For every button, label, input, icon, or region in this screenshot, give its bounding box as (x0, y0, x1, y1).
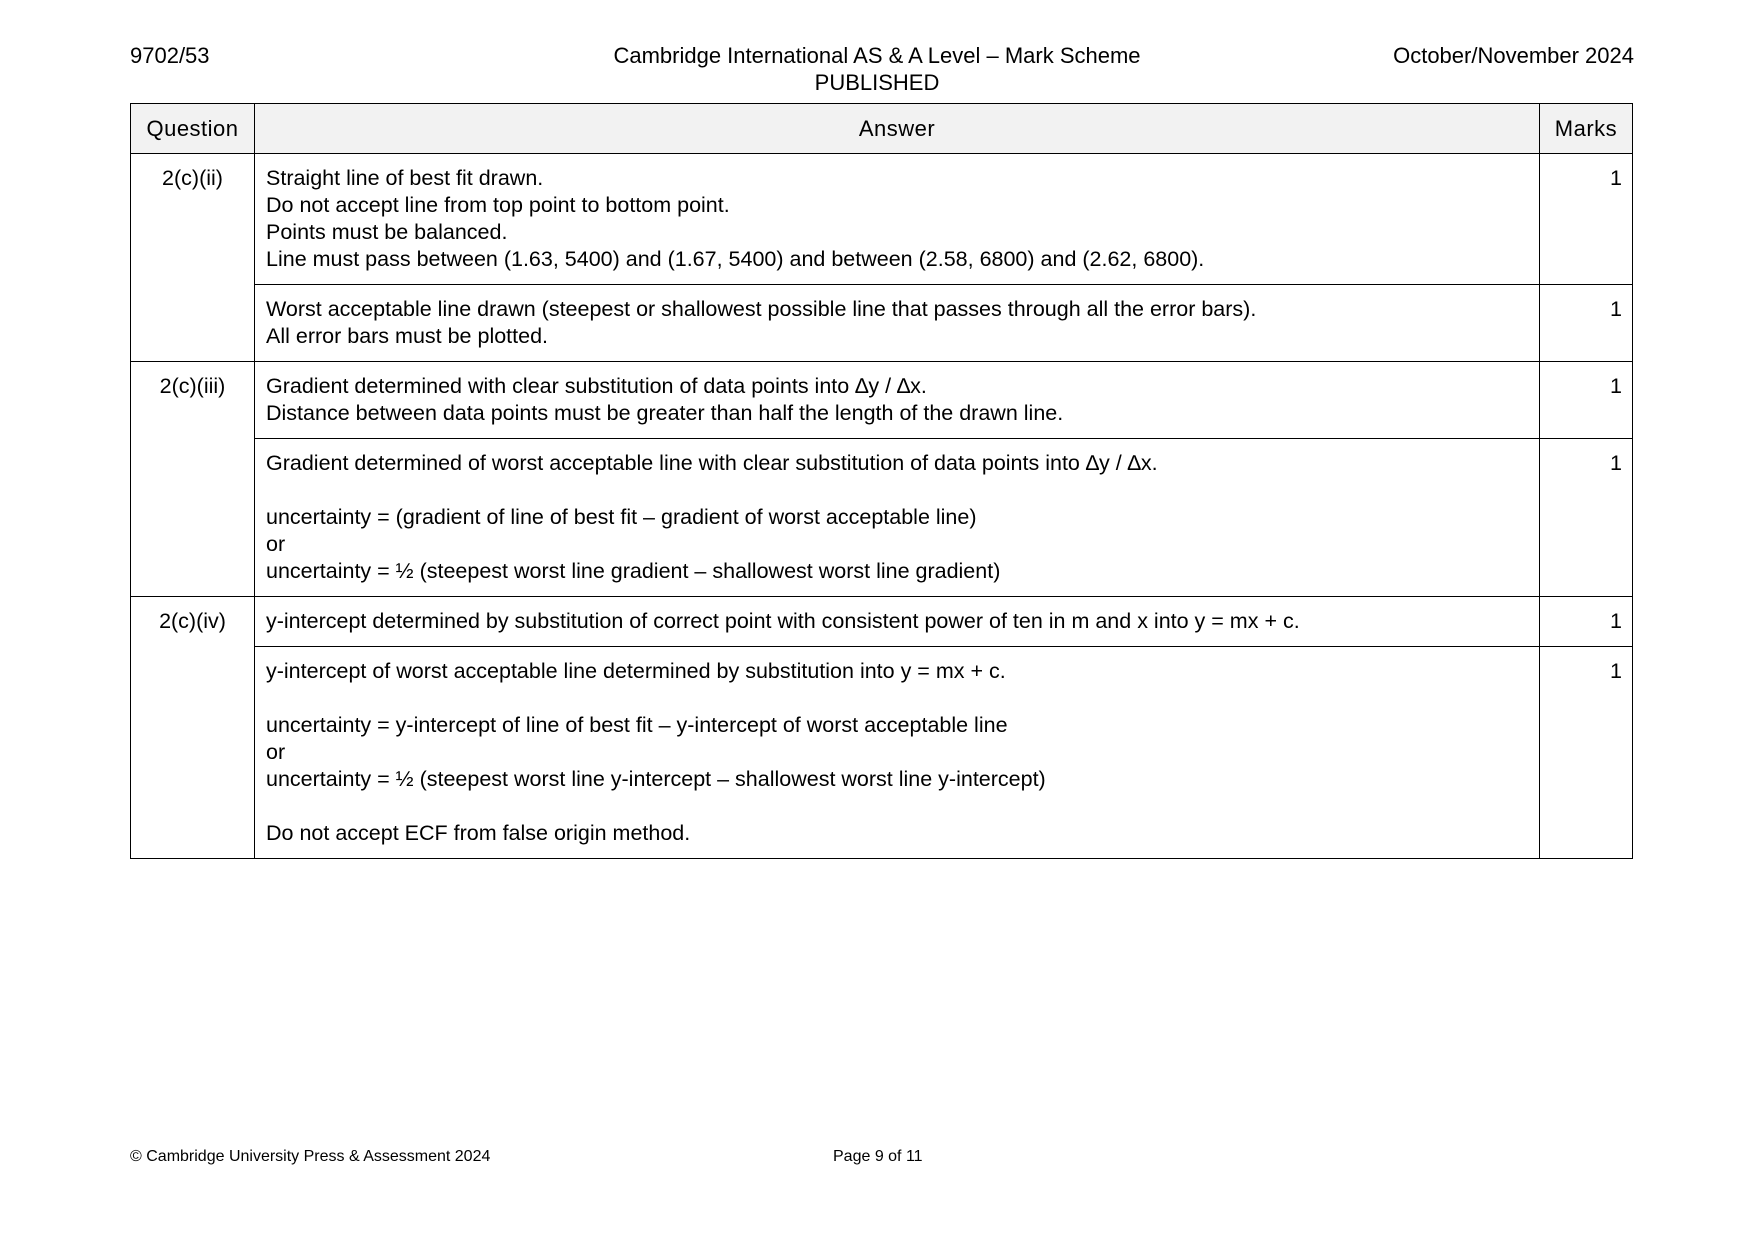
answer-line: uncertainty = (gradient of line of best fit – gradient of worst acceptable line) (266, 505, 977, 529)
answer-line: y-intercept determined by substitution of correct point with consistent power of ten in m and x into y = mx + c. (266, 609, 1300, 633)
answer-spacer (266, 793, 1527, 820)
answer-line: Gradient determined with clear substitution of data points into ∆y / ∆x. (266, 374, 927, 398)
mark-scheme-table (130, 103, 1633, 859)
question-number: 2(c)(iv) (131, 597, 255, 859)
paper-code: 9702/53 (130, 43, 210, 68)
table-row (131, 439, 1633, 597)
answer-cell (255, 154, 1540, 285)
copyright-notice: © Cambridge University Press & Assessment 2024 (130, 1148, 491, 1165)
table-row (131, 154, 1633, 285)
answer-cell (255, 362, 1540, 439)
answer-line: or (266, 740, 286, 764)
marks-value: 1 (1540, 362, 1633, 439)
answer-line: Do not accept ECF from false origin method. (266, 821, 691, 845)
answer-line: uncertainty = ½ (steepest worst line gradient – shallowest worst line gradient) (266, 559, 1001, 583)
answer-line: All error bars must be plotted. (266, 324, 549, 348)
answer-line: Do not accept line from top point to bottom point. (266, 193, 730, 217)
answer-line: Worst acceptable line drawn (steepest or shallowest possible line that passes through all the error bars). (266, 297, 1257, 321)
scheme-title: Cambridge International AS & A Level – Mark Scheme (613, 43, 1141, 68)
answer-line: Points must be balanced. (266, 220, 508, 244)
table-row (131, 362, 1633, 439)
answer-spacer (266, 477, 1527, 504)
question-number: 2(c)(ii) (131, 154, 255, 362)
question-number: 2(c)(iii) (131, 362, 255, 597)
answer-line: Distance between data points must be greater than half the length of the drawn line. (266, 401, 1064, 425)
answer-cell (255, 647, 1540, 859)
answer-line: Line must pass between (1.63, 5400) and (1.67, 5400) and between (2.58, 6800) and (2.62, 6800). (266, 247, 1205, 271)
answer-column-header: Answer (255, 104, 1540, 154)
answer-line: Straight line of best fit drawn. (266, 166, 544, 190)
table-row (131, 285, 1633, 362)
answer-line: y-intercept of worst acceptable line determined by substitution into y = mx + c. (266, 659, 1006, 683)
page-number: Page 9 of 11 (833, 1148, 923, 1165)
marks-value: 1 (1540, 439, 1633, 597)
table-header-row (131, 104, 1633, 154)
answer-cell (255, 597, 1540, 647)
marks-value: 1 (1540, 154, 1633, 285)
mark-scheme-body (131, 154, 1633, 859)
table-row (131, 597, 1633, 647)
answer-line: uncertainty = y-intercept of line of best fit – y-intercept of worst acceptable line (266, 713, 1008, 737)
table-row (131, 647, 1633, 859)
marks-value: 1 (1540, 647, 1633, 859)
answer-line: or (266, 532, 286, 556)
answer-spacer (266, 685, 1527, 712)
answer-line: uncertainty = ½ (steepest worst line y-intercept – shallowest worst line y-intercept) (266, 767, 1046, 791)
marks-value: 1 (1540, 597, 1633, 647)
marks-column-header: Marks (1540, 104, 1633, 154)
exam-session: October/November 2024 (1393, 43, 1634, 68)
answer-cell (255, 285, 1540, 362)
answer-line: Gradient determined of worst acceptable line with clear substitution of data points into ∆y / ∆x. (266, 451, 1158, 475)
question-column-header: Question (131, 104, 255, 154)
marks-value: 1 (1540, 285, 1633, 362)
answer-cell (255, 439, 1540, 597)
published-label: PUBLISHED (814, 70, 940, 95)
